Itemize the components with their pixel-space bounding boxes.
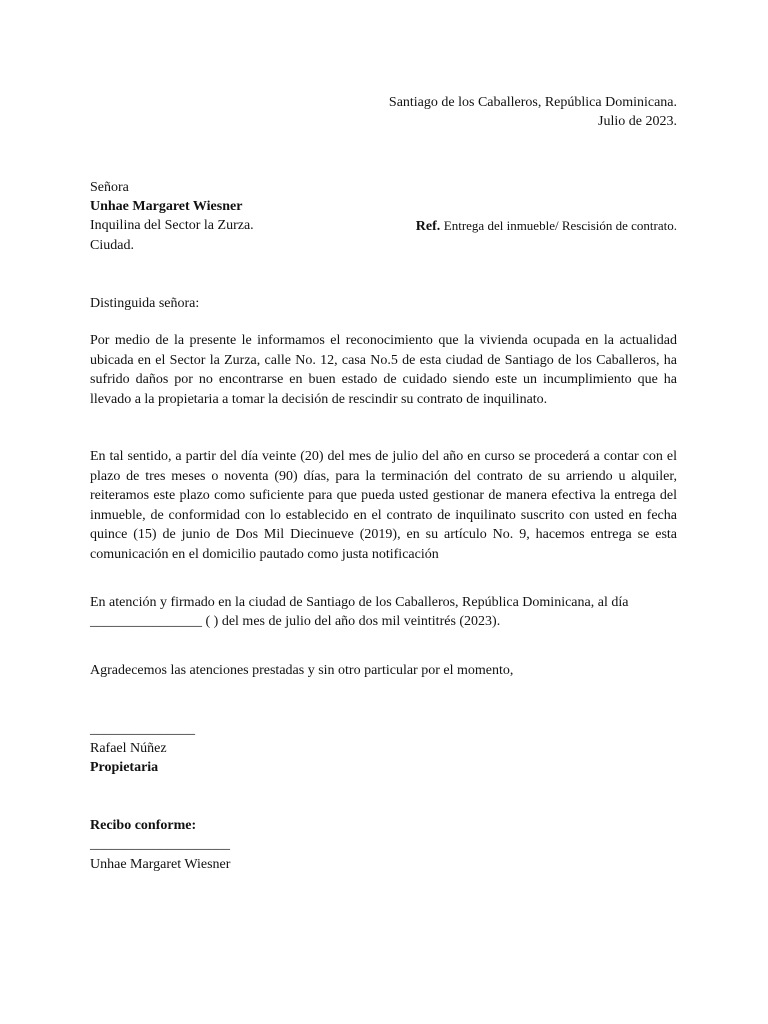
recipient-role: Inquilina del Sector la Zurza. [90, 218, 254, 233]
signing-line-2: ________________ ( ) del mes de julio del año dos mil veintitrés (2023). [90, 614, 501, 629]
owner-title: Propietaria [90, 760, 159, 775]
receipt-label: Recibo conforme: [90, 818, 197, 833]
owner-signature-line: _______________ [90, 722, 195, 737]
header-place: Santiago de los Caballeros, República Dominicana. [388, 95, 677, 110]
receipt-signature-line: ____________________ [90, 837, 230, 852]
header-date: Julio de 2023. [598, 114, 677, 129]
greeting: Distinguida señora: [90, 296, 200, 311]
recipient-city: Ciudad. [90, 238, 134, 253]
owner-name: Rafael Núñez [90, 741, 167, 756]
paragraph-2: En tal sentido, a partir del día veinte (20) del mes de julio del año en curso se procederá a contar con el plazo de tres meses o noventa (90) días, para la terminación del contrato de su arriendo u alquiler, reiteramos este plazo como suficiente para que pueda usted gestionar de manera efectiva la entrega del inmueble, de conformidad con lo establecido en el contrato de inquilinato suscrito con usted en fecha quince (15) de junio de Dos Mil Diecinueve (2019), en su artículo No. 9, hacemos entrega se esta comunicación en el domicilio pautado como justa notificación [90, 449, 677, 562]
closing: Agradecemos las atenciones prestadas y sin otro particular por el momento, [90, 663, 514, 678]
paragraph-1: Por medio de la presente le informamos el reconocimiento que la vivienda ocupada en la actualidad ubicada en el Sector la Zurza, calle No. 12, casa No.5 de esta ciudad de Santiago de los Caballeros, ha sufrido daños por no encontrarse en buen estado de cuidado siendo este un incumplimiento que ha llevado a la propietaria a tomar la decisión de rescindir su contrato de inquilinato. [90, 333, 677, 407]
signing-line-1: En atención y firmado en la ciudad de Santiago de los Caballeros, República Dominicana, al día [90, 595, 629, 610]
reference-line [416, 216, 677, 237]
reference-label: Ref. [415, 219, 441, 234]
recipient-title: Señora [90, 180, 129, 195]
recipient-name: Unhae Margaret Wiesner [90, 199, 243, 214]
reference-text: Entrega del inmueble/ Rescisión de contrato. [443, 218, 677, 233]
receipt-name: Unhae Margaret Wiesner [90, 857, 231, 872]
